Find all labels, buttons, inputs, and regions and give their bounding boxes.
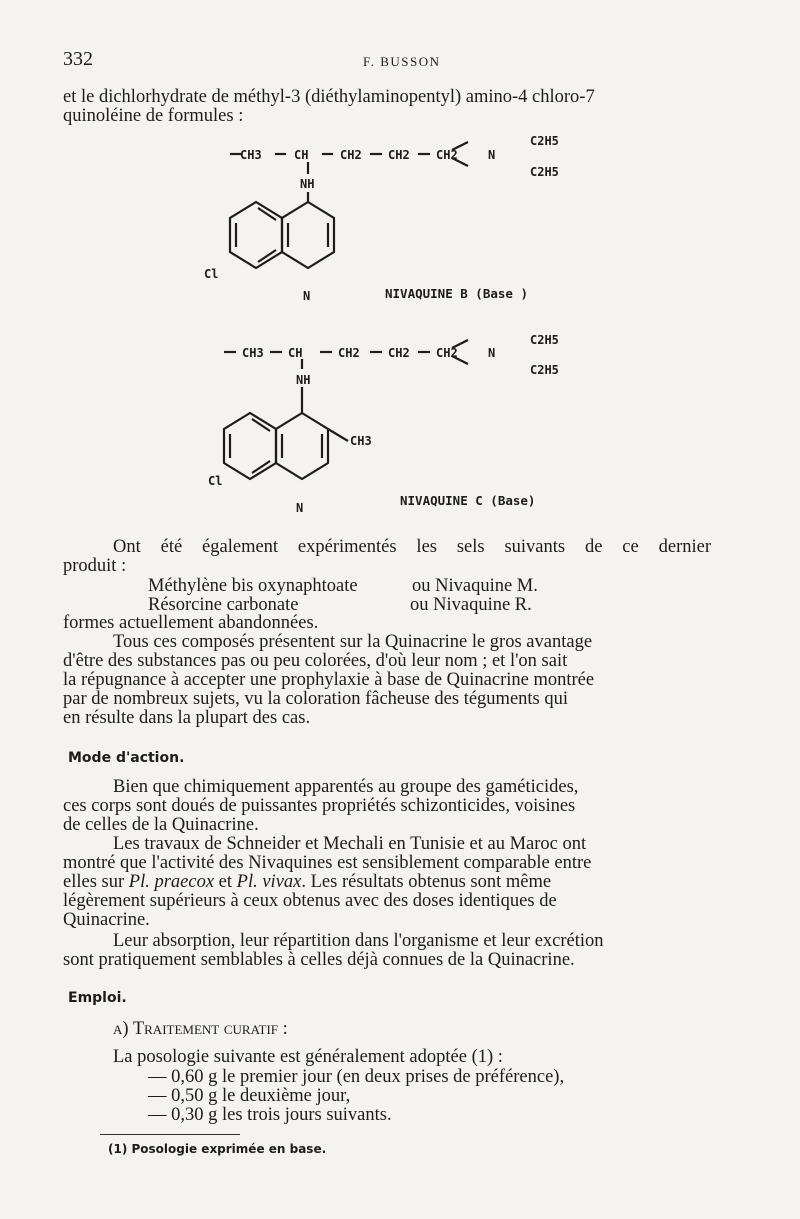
mode-action-line: Bien que chimiquement apparentés au groupe des gaméticides,: [113, 777, 579, 797]
dose-item: — 0,60 g le premier jour (en deux prises de préférence),: [148, 1067, 565, 1087]
mode-action-line: montré que l'activité des Nivaquines est sensiblement comparable entre: [63, 853, 592, 873]
nivaquine-b-formula: [190, 128, 610, 320]
chain-atom: CH2: [338, 346, 360, 360]
mode-action-line: sont pratiquement semblables à celles déjà connues de la Quinacrine.: [63, 950, 575, 970]
formula-label: NIVAQUINE C (Base): [400, 493, 536, 508]
dose-item: — 0,30 g les trois jours suivants.: [148, 1105, 392, 1125]
salts-intro-line: produit :: [63, 556, 127, 576]
species-name: Pl. vivax: [236, 872, 302, 892]
footnote: (1) Posologie exprimée en base.: [108, 1142, 327, 1156]
nivaquine-c-skeleton: [224, 340, 468, 479]
chain-atom: CH2: [436, 148, 458, 162]
page-header: [63, 44, 713, 74]
advantage-paragraph: [63, 633, 711, 728]
intro-line: quinoléine de formules :: [63, 106, 244, 126]
intro-line: et le dichlorhydrate de méthyl-3 (diéthylaminopentyl) amino-4 chloro-7: [63, 87, 595, 107]
section-heading-mode-action: Mode d'action.: [68, 750, 185, 766]
ethyl-group: C2H5: [530, 363, 559, 377]
text-run: elles sur: [63, 872, 129, 892]
chain-atom: CH2: [388, 148, 410, 162]
emploi-intro: [113, 1048, 713, 1067]
mode-action-line: Quinacrine.: [63, 910, 150, 930]
text-run: et: [214, 872, 237, 892]
salts-after: [63, 614, 711, 633]
mode-action-p2: [63, 835, 711, 930]
chain-atom: CH: [294, 148, 309, 162]
section-heading-emploi: Emploi.: [68, 990, 127, 1006]
advantage-line: en résulte dans la plupart des cas.: [63, 708, 311, 728]
emploi-intro-line: La posologie suivante est généralement adoptée (1) :: [113, 1047, 503, 1067]
methyl-substituent: CH3: [350, 434, 372, 448]
amine-nitrogen: N: [488, 148, 496, 162]
dose-item: — 0,50 g le deuxième jour,: [148, 1086, 351, 1106]
formula-label: NIVAQUINE B (Base ): [385, 286, 528, 301]
mode-action-p3: [63, 932, 711, 970]
ethyl-group: C2H5: [530, 165, 559, 179]
salts-intro-line: Ont été également expérimentés les sels suivants de ce dernier: [113, 537, 711, 557]
species-name: Pl. praecox: [128, 872, 215, 892]
chloro-substituent: Cl: [208, 474, 223, 488]
salt-alias: ou Nivaquine R.: [410, 595, 532, 615]
advantage-line: Tous ces composés présentent sur la Quinacrine le gros avantage: [113, 632, 593, 652]
mode-action-line: légèrement supérieurs à ceux obtenus avec des doses identiques de: [63, 891, 557, 911]
nh-group: NH: [300, 177, 315, 191]
emploi-subheading: [113, 1020, 713, 1039]
ring-nitrogen: N: [296, 501, 304, 515]
mode-action-p1: [63, 778, 711, 835]
ethyl-group: C2H5: [530, 333, 559, 347]
salts-after-line: formes actuellement abandonnées.: [63, 613, 319, 633]
mode-action-line: Les travaux de Schneider et Mechali en Tunisie et au Maroc ont: [113, 834, 587, 854]
mode-action-line: Leur absorption, leur répartition dans l'organisme et leur excrétion: [113, 931, 604, 951]
chain-atom: CH3: [242, 346, 264, 360]
mode-action-line: [63, 873, 711, 892]
salt-item: [148, 576, 358, 597]
nivaquine-c-formula: [190, 325, 610, 525]
mode-action-line: de celles de la Quinacrine.: [63, 815, 259, 835]
salt-alias: ou Nivaquine M.: [412, 576, 538, 596]
chain-atom: CH2: [340, 148, 362, 162]
salts-paragraph: [63, 538, 711, 576]
advantage-line: la répugnance à accepter une prophylaxie à base de Quinacrine montrée: [63, 670, 595, 690]
text-run: . Les résultats obtenus sont même: [301, 872, 552, 892]
footnote-rule: [100, 1134, 240, 1135]
salt-name: Résorcine carbonate: [148, 595, 299, 615]
ethyl-group: C2H5: [530, 134, 559, 148]
intro-paragraph: [63, 88, 711, 126]
advantage-line: d'être des substances pas ou peu colorées, d'où leur nom ; et l'on sait: [63, 651, 568, 671]
nh-group: NH: [296, 373, 311, 387]
amine-nitrogen: N: [488, 346, 496, 360]
subheading-text: a) Traitement curatif :: [113, 1019, 288, 1039]
running-head: F. BUSSON: [363, 54, 441, 69]
advantage-line: par de nombreux sujets, vu la coloration fâcheuse des téguments qui: [63, 689, 569, 709]
chain-atom: CH: [288, 346, 303, 360]
ring-nitrogen: N: [303, 289, 311, 303]
mode-action-line: ces corps sont doués de puissantes propriétés schizonticides, voisines: [63, 796, 576, 816]
page-number: 332: [63, 48, 93, 70]
chain-atom: CH2: [436, 346, 458, 360]
salt-name: Méthylène bis oxynaphtoate: [148, 576, 358, 596]
chloro-substituent: Cl: [204, 267, 219, 281]
chain-atom: CH3: [240, 148, 262, 162]
chain-atom: CH2: [388, 346, 410, 360]
